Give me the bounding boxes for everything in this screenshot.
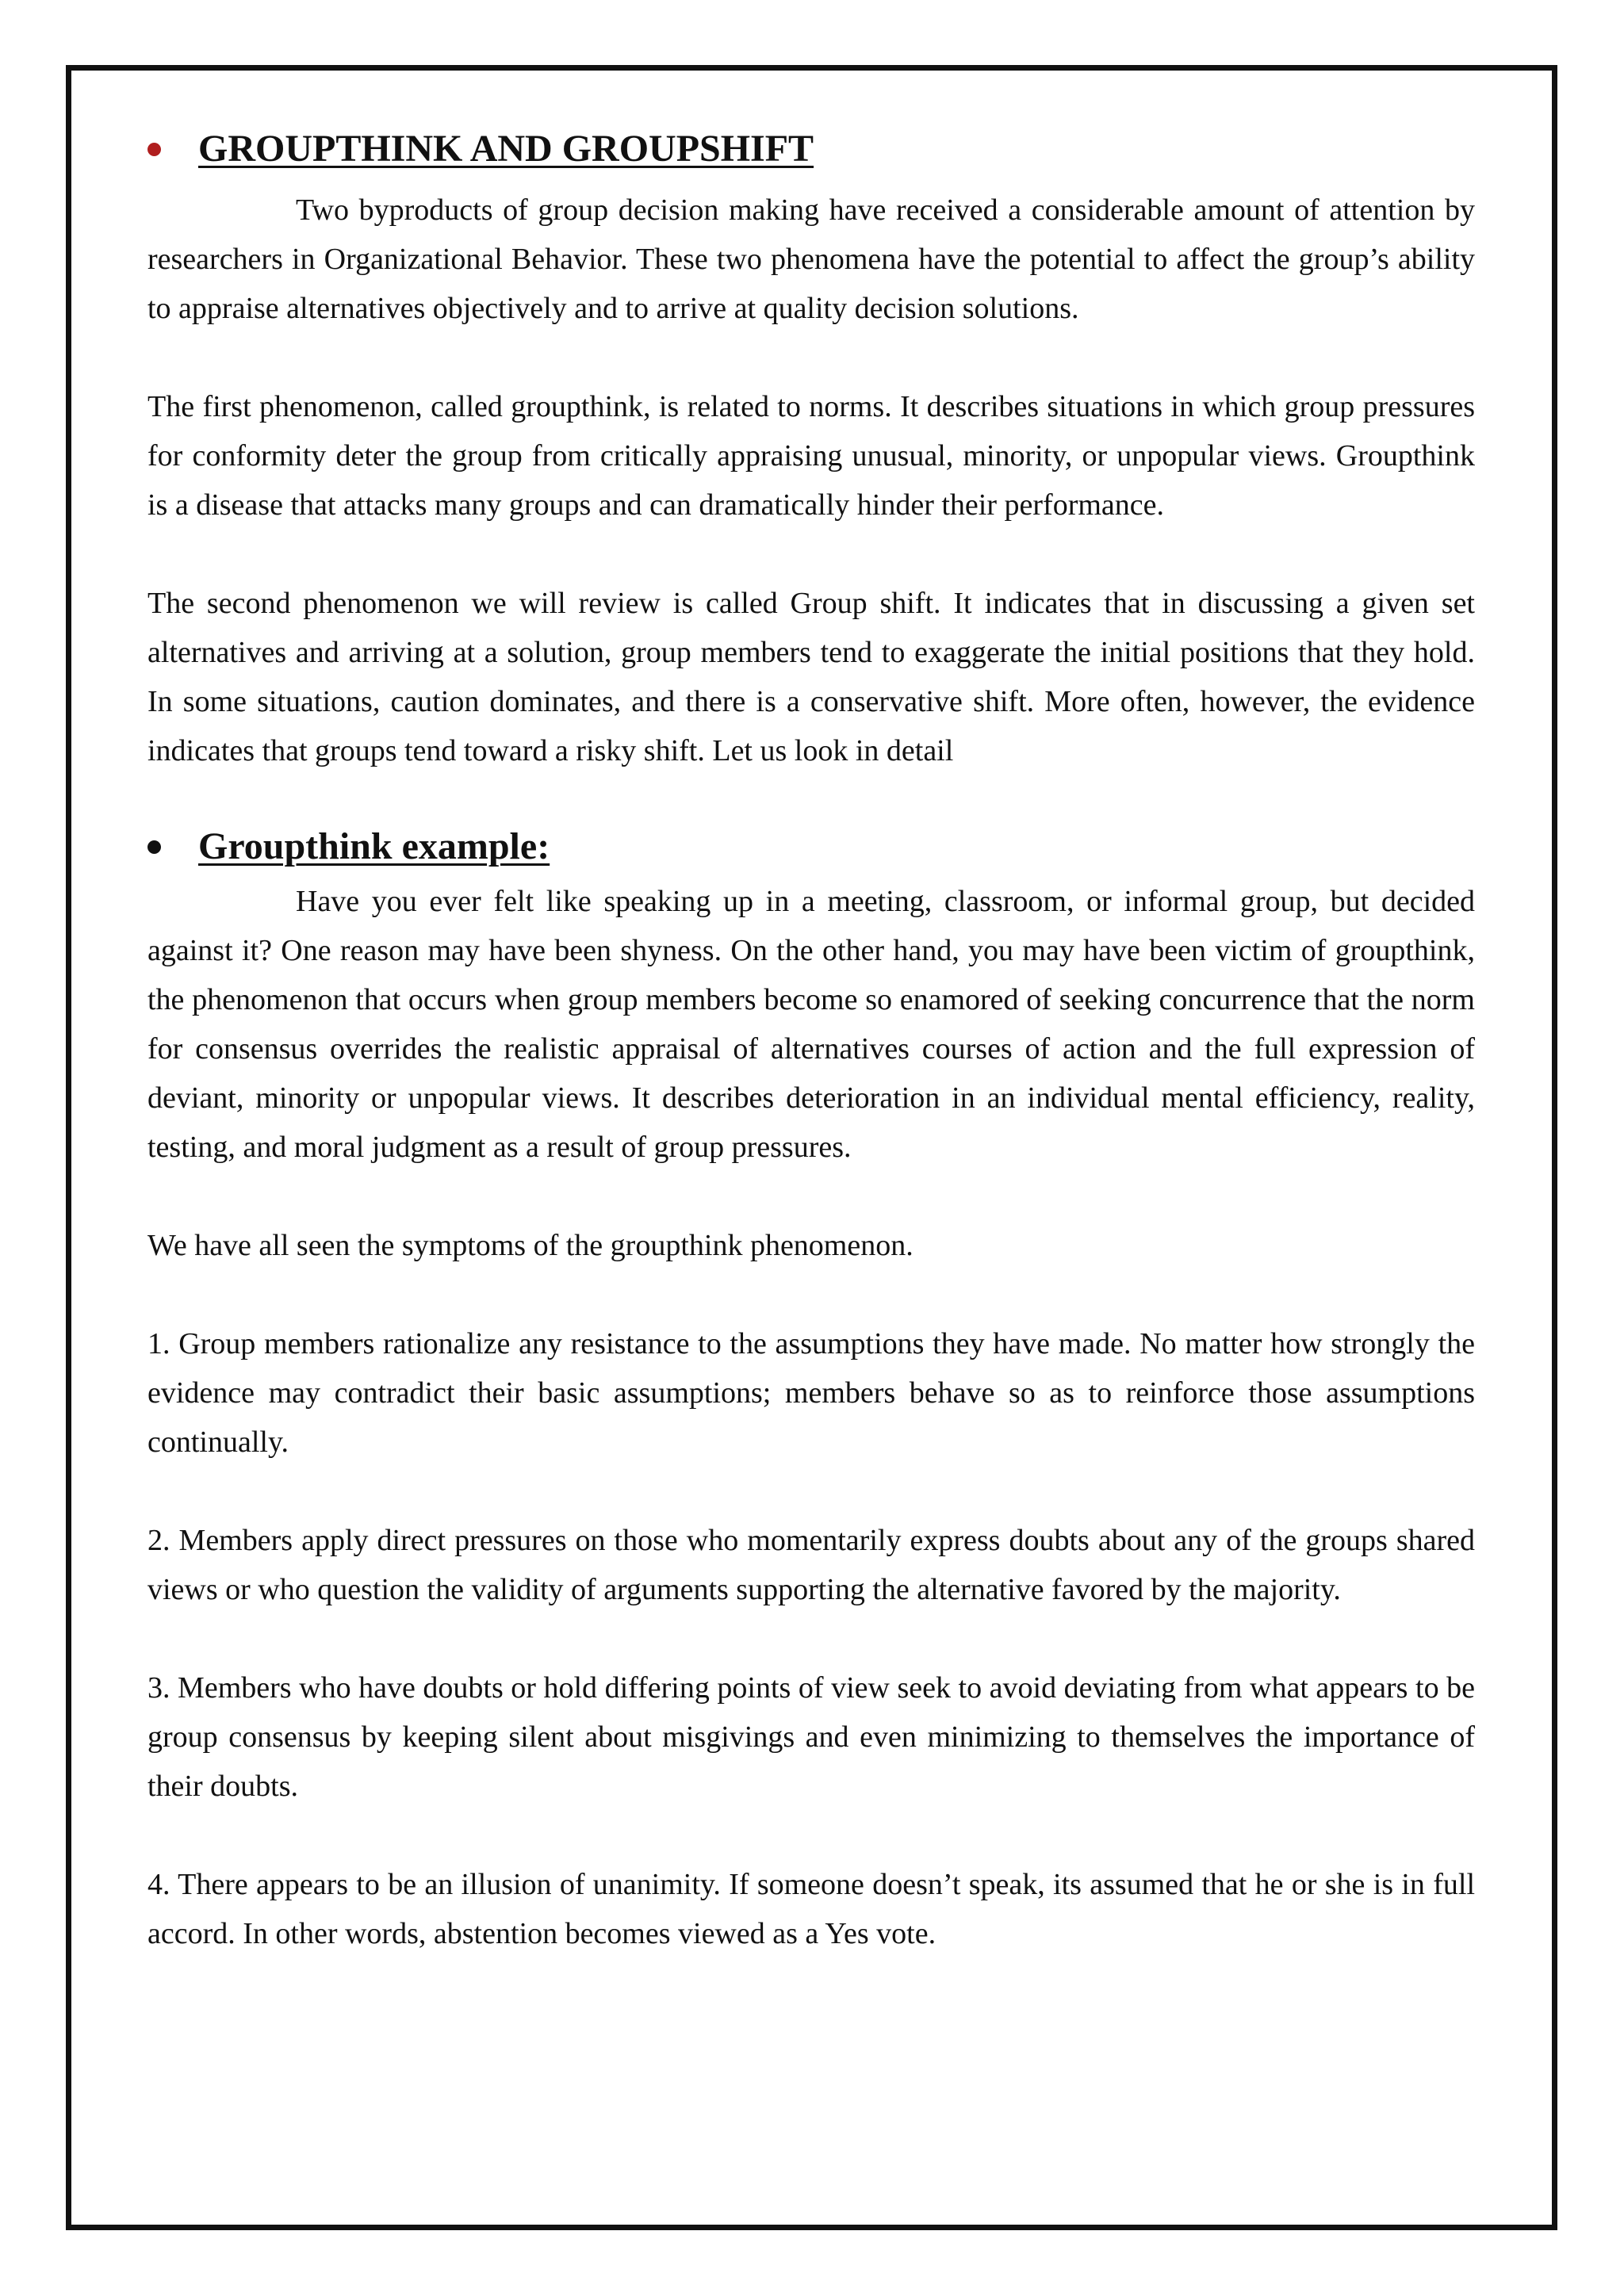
- symptom-item-2: 2. Members apply direct pressures on those who momentarily express doubts about any of the groups shared views or who question the validity of arguments supporting the alternative favored by the majority.: [147, 1524, 1475, 1606]
- paragraph-symptoms-lead: We have all seen the symptoms of the groupthink phenomenon.: [147, 1229, 914, 1262]
- bullet-icon: [147, 143, 161, 156]
- document-content: [147, 119, 1475, 1958]
- bullet-icon: [147, 840, 161, 854]
- paragraph-groupshift: The second phenomenon we will review is called Group shift. It indicates that in discussing a given set alternatives and arriving at a solution, group members tend to exaggerate the initial positions that they hold. In some situations, caution dominates, and there is a conservative shift. More often, however, the evidence indicates that groups tend toward a risky shift. Let us look in detail: [147, 587, 1475, 767]
- section-heading-groupthink-groupshift: [147, 119, 1475, 179]
- section-title: Groupthink example:: [198, 825, 550, 867]
- paragraph-groupthink: The first phenomenon, called groupthink, is related to norms. It describes situations in which group pressures for conformity deter the group from critically appraising unusual, minority, or unpopular views. Groupthink is a disease that attacks many groups and can dramatically hinder their performance.: [147, 390, 1475, 522]
- symptom-item-1: 1. Group members rationalize any resistance to the assumptions they have made. No matter how strongly the evidence may contradict their basic assumptions; members behave so as to reinforce those assumptions continually.: [147, 1327, 1475, 1459]
- paragraph-intro: Two byproducts of group decision making have received a considerable amount of attention by researchers in Organizational Behavior. These two phenomena have the potential to affect the group’s ability to appraise alternatives objectively and to arrive at quality decision solutions.: [147, 193, 1475, 325]
- paragraph-example-intro: Have you ever felt like speaking up in a meeting, classroom, or informal group, but decided against it? One reason may have been shyness. On the other hand, you may have been victim of groupthink, the phenomenon that occurs when group members become so enamored of seeking concurrence that the norm for consensus overrides the realistic appraisal of alternatives courses of action and the full expression of deviant, minority or unpopular views. It describes deterioration in an individual mental efficiency, reality, testing, and moral judgment as a result of group pressures.: [147, 885, 1475, 1164]
- symptom-item-3: 3. Members who have doubts or hold differing points of view seek to avoid deviating from what appears to be group consensus by keeping silent about misgivings and even minimizing to themselves the importance of their doubts.: [147, 1671, 1475, 1803]
- section-heading-groupthink-example: [147, 817, 1475, 877]
- section-title: GROUPTHINK AND GROUPSHIFT: [198, 128, 814, 170]
- symptom-item-4: 4. There appears to be an illusion of unanimity. If someone doesn’t speak, its assumed that he or she is in full accord. In other words, abstention becomes viewed as a Yes vote.: [147, 1868, 1475, 1950]
